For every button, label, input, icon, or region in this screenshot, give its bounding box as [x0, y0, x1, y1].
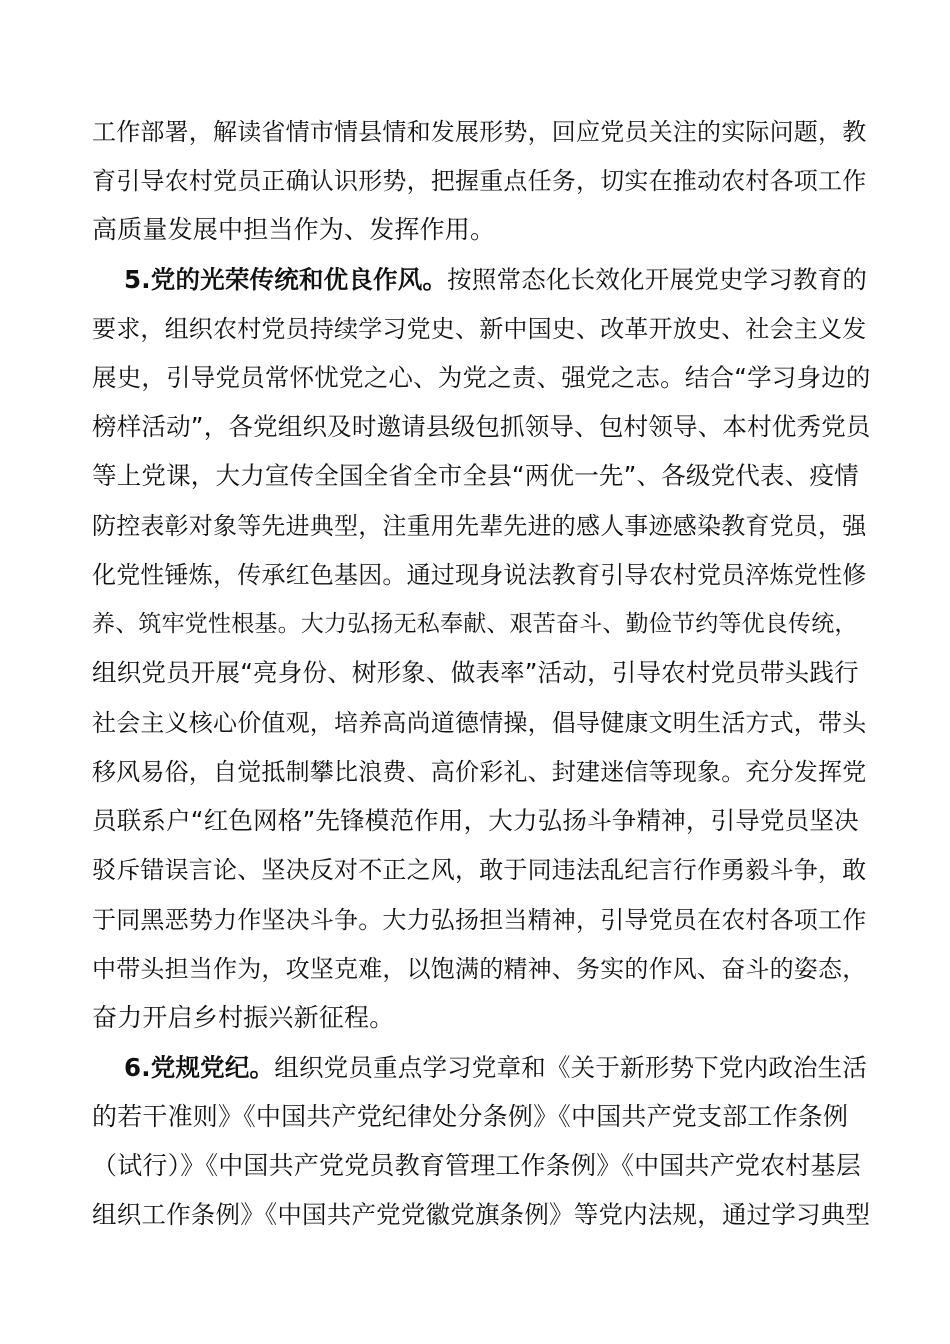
text-line: 组织工作条例》《中国共产党党徽党旗条例》等党内法规，通过学习典型 — [92, 1200, 871, 1229]
section-5-first-line — [124, 265, 872, 295]
text-line: （试行）》《中国共产党党员教育管理工作条例》《中国共产党农村基层 — [92, 1151, 861, 1180]
text-line: 等上党课，大力宣传全国全省全市全县“两优一先”、各级党代表、疫情 — [92, 461, 859, 490]
text-line: 组织党员开展“亮身份、树形象、做表率”活动，引导农村党员带头践行 — [92, 658, 859, 687]
text-line: 高质量发展中担当作为、发挥作用。 — [92, 215, 496, 244]
text-line: 养、筑牢党性根基。大力弘扬无私奉献、艰苦奋斗、勤俭节约等优良传统， — [92, 611, 858, 637]
text-line: 的若干准则》《中国共产党纪律处分条例》《中国共产党支部工作条例 — [92, 1102, 849, 1131]
text-line: 于同黑恶势力作坚决斗争。大力弘扬担当精神，引导党员在农村各项工作 — [92, 906, 867, 934]
text-line: 工作部署，解读省情市情县情和发展形势，回应党员关注的实际问题，教 — [92, 118, 867, 146]
text-line: 按照常态化长效化开展党史学习教育的 — [447, 265, 868, 294]
text-line: 榜样活动”，各党组织及时邀请县级包抓领导、包村领导、本村优秀党员 — [92, 412, 871, 441]
text-line: 驳斥错误言论、坚决反对不正之风，敢于同违法乱纪言行作勇毅斗争，敢 — [92, 856, 867, 884]
text-line: 要求，组织农村党员持续学习党史、新中国史、改革开放史、社会主义发 — [92, 315, 867, 343]
text-line: 化党性锤炼，传承红色基因。通过现身说法教育引导农村党员淬炼党性修 — [92, 561, 867, 589]
text-line: 移风易俗，自觉抵制攀比浪费、高价彩礼、封建迷信等现象。充分发挥党 — [92, 758, 867, 786]
text-line: 防控表彰对象等先进典型，注重用先辈先进的感人事迹感染教育党员，强 — [92, 512, 867, 540]
section-5-heading: 5.党的光荣传统和优良作风。 — [124, 265, 448, 294]
section-6-first-line — [124, 1053, 872, 1083]
text-line: 组织党员重点学习党章和《关于新形势下党内政治生活 — [274, 1053, 868, 1082]
text-line: 中带头担当作为，攻坚克难，以饱满的精神、务实的作风、奋斗的姿态， — [92, 955, 867, 983]
text-line: 展史，引导党员常怀忧党之心、为党之责、强党之志。结合“学习身边的 — [92, 363, 871, 392]
text-line: 育引导农村党员正确认识形势，把握重点任务，切实在推动农村各项工作 — [92, 167, 867, 195]
text-line: 员联系户“红色网格”先锋模范作用，大力弘扬斗争精神，引导党员坚决 — [92, 806, 859, 835]
section-6-heading: 6.党规党纪。 — [124, 1053, 275, 1082]
text-line: 社会主义核心价值观，培养高尚道德情操，倡导健康文明生活方式，带头 — [92, 709, 867, 737]
text-line: 奋力开启乡村振兴新征程。 — [92, 1003, 395, 1032]
